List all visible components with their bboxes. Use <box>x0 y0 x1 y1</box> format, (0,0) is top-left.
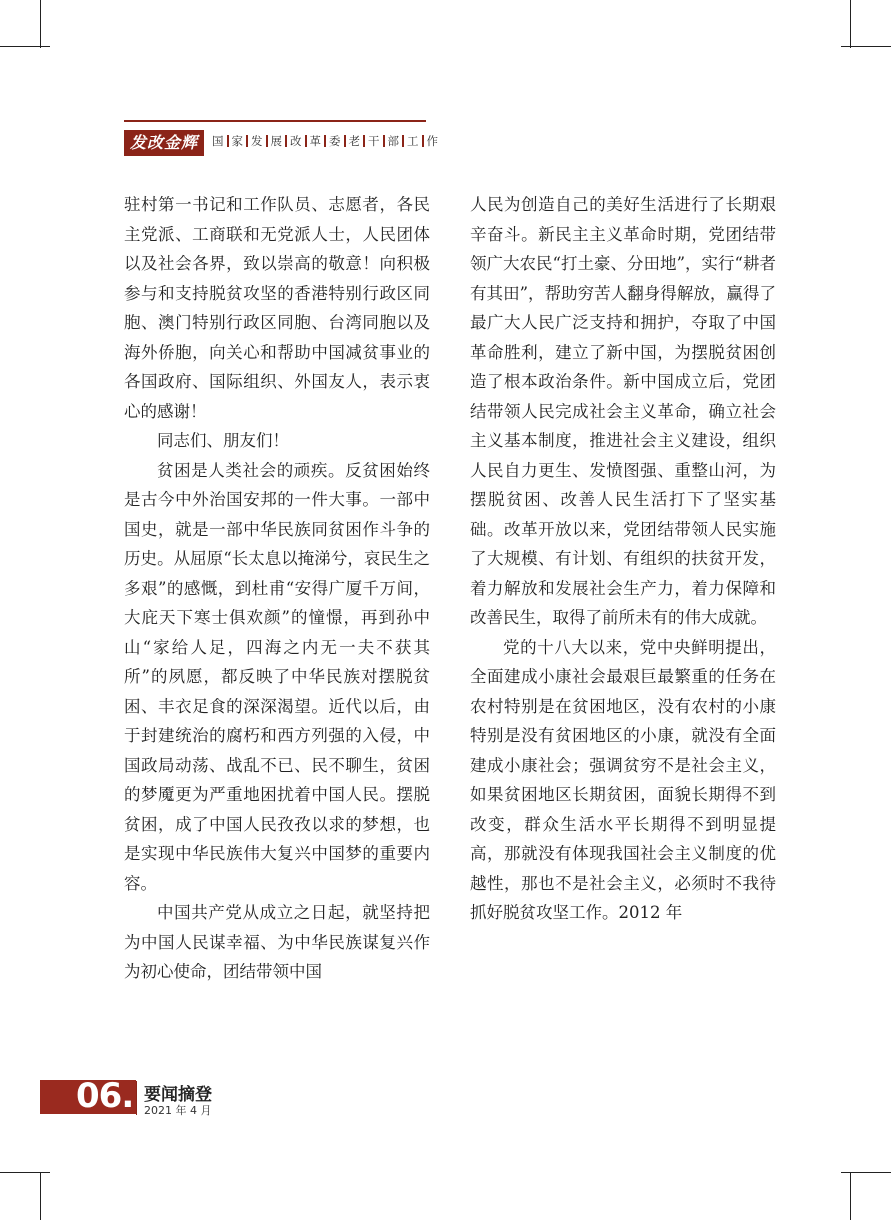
paragraph: 驻村第一书记和工作队员、志愿者，各民主党派、工商联和无党派人士，人民团体以及社会各界，致以崇高的敬意！向积极参与和支持脱贫攻坚的香港特别行政区同胞、澳门特别行政区同胞、台湾同胞以及海外侨胞，向关心和帮助中国减贫事业的各国政府、国际组织、外国友人，表示衷心的感谢！ <box>124 195 430 421</box>
nav-separator <box>363 135 365 147</box>
nav-separator <box>402 135 404 147</box>
article-column-right <box>470 190 776 928</box>
section-title-char: 革 <box>309 134 321 148</box>
section-title-char: 工 <box>407 134 419 148</box>
section-title-char: 展 <box>270 134 282 148</box>
masthead-logo: 发改金辉 <box>124 130 204 156</box>
paragraph: 党的十八大以来，党中央鲜明提出，全面建成小康社会最艰巨最繁重的任务在农村特别是在贫困地区，没有农村的小康特别是没有贫困地区的小康，就没有全面建成小康社会；强调贫穷不是社会主义，如果贫困地区长期贫困，面貌长期得不到改变，群众生活水平长期得不到明显提高，那就没有体现我国社会主义制度的优越性，那也不是社会主义，必须时不我待抓好脱贫攻坚工作。2012 年 <box>470 637 776 922</box>
paragraph: 中国共产党从成立之日起，就坚持把为中国人民谋幸福、为中华民族谋复兴作为初心使命，团结带领中国 <box>124 903 430 981</box>
nav-separator <box>422 135 424 147</box>
nav-separator <box>266 135 268 147</box>
paragraph: 人民为创造自己的美好生活进行了长期艰辛奋斗。新民主主义革命时期，党团结带领广大农民“打土豪、分田地”，实行“耕者有其田”，帮助穷苦人翻身得解放，赢得了最广大人民广泛支持和拥护，夺取了中国革命胜利，建立了新中国，为摆脱贫困创造了根本政治条件。新中国成立后，党团结带领人民完成社会主义革命，确立社会主义基本制度，推进社会主义建设，组织人民自力更生、发愤图强、重整山河，为摆脱贫困、改善人民生活打下了坚实基础。改革开放以来，党团结带领人民实施了大规模、有计划、有组织的扶贫开发，着力解放和发展社会生产力，着力保障和改善民生，取得了前所未有的伟大成就。 <box>470 195 776 627</box>
crop-mark <box>0 46 50 47</box>
nav-separator <box>383 135 385 147</box>
crop-mark <box>841 1172 891 1173</box>
section-title-char: 国 <box>212 134 224 148</box>
footer-issue-date: 2021 年 4 月 <box>144 1104 212 1117</box>
paragraph: 贫困是人类社会的顽疾。反贫困始终是古今中外治国安邦的一件大事。一部中国史，就是一部中华民族同贫困作斗争的历史。从屈原“长太息以掩涕兮，哀民生之多艰”的感慨，到杜甫“安得广厦千万间，大庇天下寒士俱欢颜”的憧憬，再到孙中山“家给人足，四海之内无一夫不获其所”的夙愿，都反映了中华民族对摆脱贫困、丰衣足食的深深渴望。近代以后，由于封建统治的腐朽和西方列强的入侵，中国政局动荡、战乱不已、民不聊生，贫困的梦魇更为严重地困扰着中国人民。摆脱贫困，成了中国人民孜孜以求的梦想，也是实现中华民族伟大复兴中国梦的重要内容。 <box>124 460 430 893</box>
crop-mark <box>40 1172 41 1220</box>
page-number: 06. <box>76 1076 134 1116</box>
nav-separator <box>227 135 229 147</box>
nav-separator <box>246 135 248 147</box>
nav-separator <box>285 135 287 147</box>
section-title-char: 家 <box>231 134 243 148</box>
nav-separator <box>305 135 307 147</box>
header-rule <box>124 120 426 122</box>
section-title <box>210 133 440 149</box>
footer-section-title: 要闻摘登 <box>144 1085 212 1105</box>
paragraph: 同志们、朋友们！ <box>157 431 289 450</box>
footer-divider <box>136 1081 137 1115</box>
crop-mark <box>0 1172 50 1173</box>
section-title-char: 老 <box>348 134 360 148</box>
crop-mark <box>40 0 41 48</box>
crop-mark <box>850 0 851 48</box>
section-title-char: 委 <box>329 134 341 148</box>
section-title-char: 改 <box>290 134 302 148</box>
article-column-left <box>124 190 430 987</box>
nav-separator <box>324 135 326 147</box>
section-title-char: 部 <box>387 134 399 148</box>
crop-mark <box>841 46 891 47</box>
nav-separator <box>344 135 346 147</box>
crop-mark <box>850 1172 851 1220</box>
section-title-char: 发 <box>251 134 263 148</box>
section-title-char: 作 <box>426 134 438 148</box>
section-title-char: 干 <box>368 134 380 148</box>
